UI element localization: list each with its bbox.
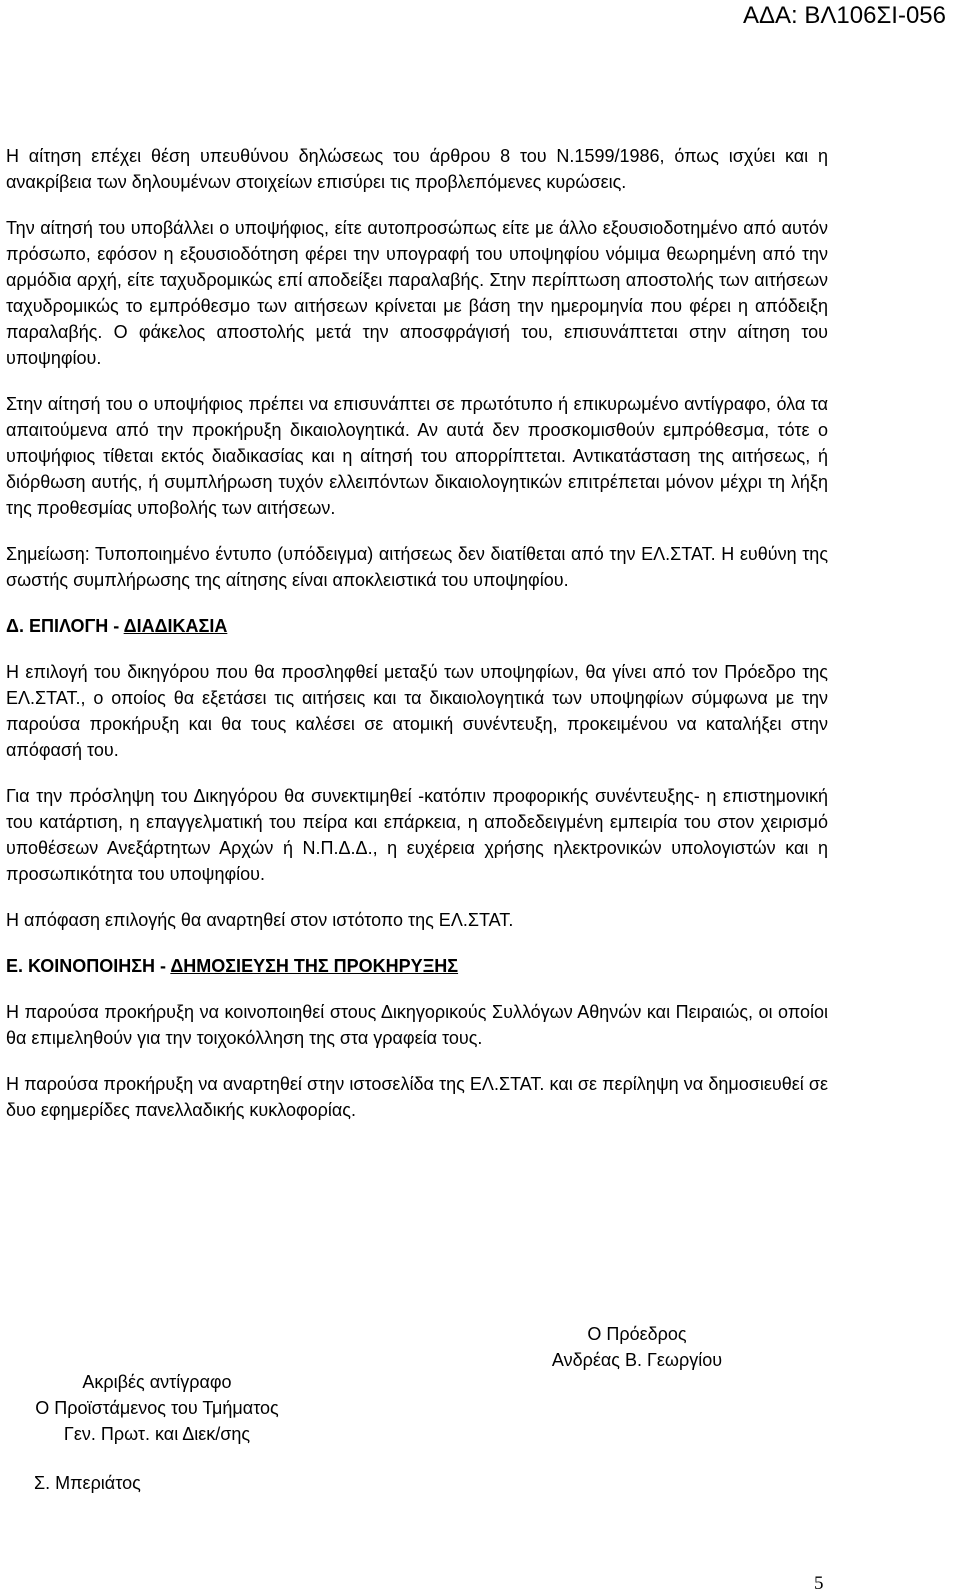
paragraph-selection: Η επιλογή του δικηγόρου που θα προσληφθεί μεταξύ των υποψηφίων, θα γίνει από τον Πρόεδρο της ΕΛ.ΣΤΑΤ., ο οποίος θα εξετάσει τις αιτήσεις και τα δικαιολογητικά των υποψηφίων σύμφωνα με την παρούσα προκήρυξη και θα τους καλέσει σε ατομική συνέντευξη, προκειμένου να καταλήξει στην απόφασή του. <box>6 662 828 760</box>
paragraph-responsibility: Η αίτηση επέχει θέση υπευθύνου δηλώσεως του άρθρου 8 του Ν.1599/1986, όπως ισχύει και η ανακρίβεια των δηλουμένων στοιχείων επισύρει τις προβλεπόμενες κυρώσεις. <box>6 146 828 192</box>
section-d-heading <box>6 613 828 639</box>
paragraph-publication: Η παρούσα προκήρυξη να αναρτηθεί στην ιστοσελίδα της ΕΛ.ΣΤΑΤ. και σε περίληψη να δημοσιευθεί σε δυο εφημερίδες πανελλαδικής κυκλοφορίας. <box>6 1074 828 1120</box>
paragraph-criteria: Για την πρόσληψη του Δικηγόρου θα συνεκτιμηθεί -κατόπιν προφορικής συνέντευξης- η επιστημονική του κατάρτιση, η επαγγελματική του πείρα και επάρκεια, η αποδεδειγμένη εμπειρία του στον χειρισμό υποθέσεων Ανεξάρτητων Αρχών ή Ν.Π.Δ.Δ., η ευχέρεια χρήσης ηλεκτρονικών υπολογιστών και η προσωπικότητα του υποψηφίου. <box>6 786 828 884</box>
president-title: Ο Πρόεδρος <box>587 1324 687 1344</box>
certified-copy-signer: Σ. Μπεριάτος <box>34 1473 141 1493</box>
section-e-heading <box>6 953 828 979</box>
paragraph-attachments: Στην αίτησή του ο υποψήφιος πρέπει να επισυνάπτει σε πρωτότυπο ή επικυρωμένο αντίγραφο, όλα τα απαιτούμενα από την προκήρυξη δικαιολογητικά. Αν αυτά δεν προσκομισθούν εμπρόθεσμα, τότε ο υποψήφιος τίθεται εκτός διαδικασίας και η αίτησή του απορρίπτεται. Αντικατάσταση της αιτήσεως, ή διόρθωση αυτής, ή συμπλήρωση τυχόν ελλειπόντων δικαιολογητικών επιτρέπεται μόνον μέχρι τη λήξη της προθεσμίας υποβολής των αιτήσεων. <box>6 394 828 518</box>
paragraph-note: Σημείωση: Τυποποιημένο έντυπο (υπόδειγμα) αιτήσεως δεν διατίθεται από την ΕΛ.ΣΤΑΤ. Η ευθύνη της σωστής συμπλήρωσης της αίτησης είναι αποκλειστικά του υποψηφίου. <box>6 544 828 590</box>
president-name: Ανδρέας Β. Γεωργίου <box>551 1350 723 1370</box>
section-e-title-part2: ΔΗΜΟΣΙΕΥΣΗ ΤΗΣ ΠΡΟΚΗΡΥΞΗΣ <box>170 956 459 976</box>
ada-code: ΑΔΑ: ΒΛ106ΣΙ-056 <box>742 2 946 29</box>
section-e-title-part1: ΚΟΙΝΟΠΟΙΗΣΗ - <box>28 956 171 976</box>
section-d-letter: Δ. <box>6 616 29 636</box>
page-number: 5 <box>814 1573 824 1594</box>
section-e-letter: Ε. <box>6 956 29 976</box>
paragraph-submission: Την αίτησή του υποβάλλει ο υποψήφιος, είτε αυτοπροσώπως είτε με άλλο εξουσιοδοτημένο από αυτόν πρόσωπο, εφόσον η εξουσιοδότηση φέρει την υπογραφή του υποψηφίου νόμιμα θεωρημένη από την αρμόδια αρχή, είτε ταχυδρομικώς επί αποδείξει παραλαβής. Στην περίπτωση αποστολής των αιτήσεων ταχυδρομικώς το εμπρόθεσμο των αιτήσεων κρίνεται με βάση την ημερομηνία που φέρει η απόδειξη παραλαβής. Ο φάκελος αποστολής μετά την αποσφράγισή του, επισυνάπτεται στην αίτηση του υποψηφίου. <box>6 218 828 368</box>
document-body <box>6 143 828 1143</box>
paragraph-notification: Η παρούσα προκήρυξη να κοινοποιηθεί στους Δικηγορικούς Συλλόγων Αθηνών και Πειραιώς, οι οποίοι θα επιμεληθούν για την τοιχοκόλληση της στα γραφεία τους. <box>6 1002 828 1048</box>
president-signature-block <box>532 1321 742 1373</box>
section-d-title-part2: ΔΙΑΔΙΚΑΣΙΑ <box>123 616 228 636</box>
certified-copy-block <box>0 1369 314 1447</box>
department-head-label: Ο Προϊστάμενος του Τμήματος <box>35 1398 279 1418</box>
certified-copy-label: Ακριβές αντίγραφο <box>82 1372 232 1392</box>
section-d-title-part1: ΕΠΙΛΟΓΗ - <box>28 616 124 636</box>
paragraph-decision: Η απόφαση επιλογής θα αναρτηθεί στον ιστότοπο της ΕΛ.ΣΤΑΤ. <box>6 910 514 930</box>
department-name: Γεν. Πρωτ. και Διεκ/σης <box>63 1424 251 1444</box>
